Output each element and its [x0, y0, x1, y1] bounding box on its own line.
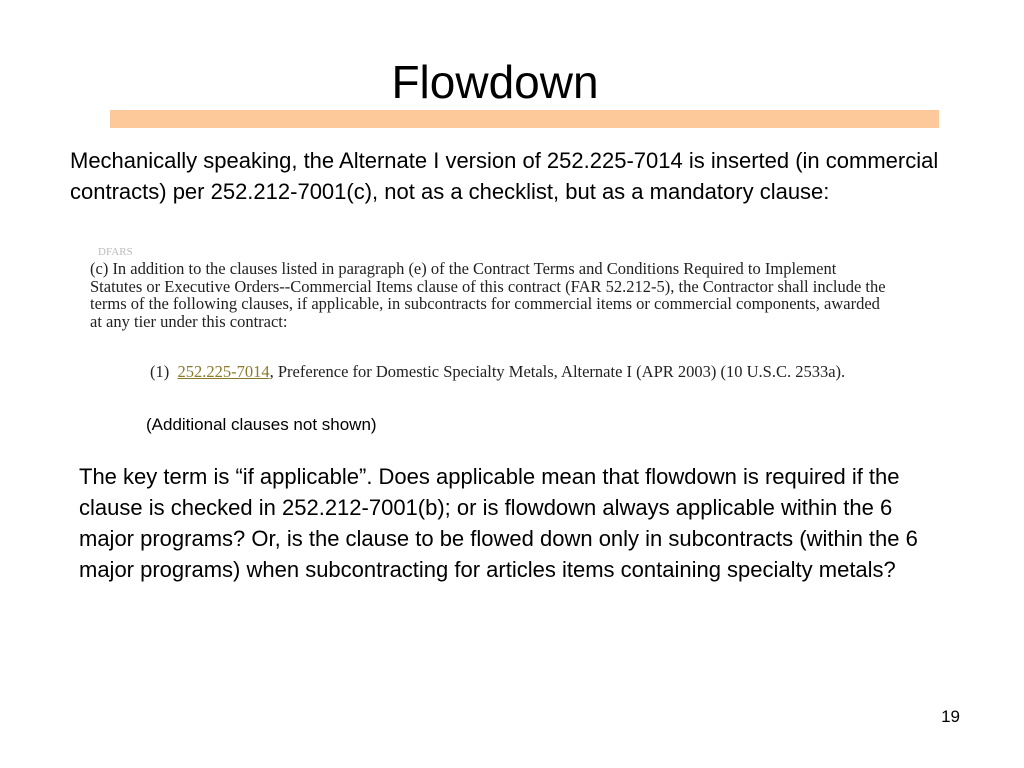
excerpt-cut-off-text: DFARS [98, 246, 133, 258]
title-underline-bar [110, 110, 939, 128]
additional-clauses-note: (Additional clauses not shown) [146, 415, 377, 434]
intro-paragraph: Mechanically speaking, the Alternate I version of 252.225-7014 is inserted (in commercial contracts) per 252.212-7001(c), not as a checklist, but as a mandatory clause: [70, 148, 939, 204]
slide-title: Flowdown [391, 56, 599, 108]
excerpt-item-1 [90, 363, 890, 381]
excerpt-paragraph-c: (c) In addition to the clauses listed in paragraph (e) of the Contract Terms and Conditions Required to Implement Statutes or Executive Orders--Commercial Items clause of this contract (FAR 52.212-5), the Contractor shall include the terms of the following clauses, if applicable, in subcontracts for commercial items or commercial components, awarded at any tier under this contract: [90, 259, 886, 331]
excerpt-item-number: (1) [150, 362, 170, 381]
clause-link[interactable]: 252.225-7014 [177, 362, 270, 381]
question-paragraph: The key term is “if applicable”. Does applicable mean that flowdown is required if the clause is checked in 252.212-7001(b); or is flowdown always applicable within the 6 major programs? Or, is the clause to be flowed down only in subcontracts (within the 6 major programs) when subcontracting for articles items containing specialty metals? [79, 464, 918, 582]
page-number: 19 [941, 707, 960, 726]
excerpt-item-text: , Preference for Domestic Specialty Metals, Alternate I (APR 2003) (10 U.S.C. 2533a). [269, 362, 846, 381]
regulation-excerpt-image [90, 248, 890, 400]
